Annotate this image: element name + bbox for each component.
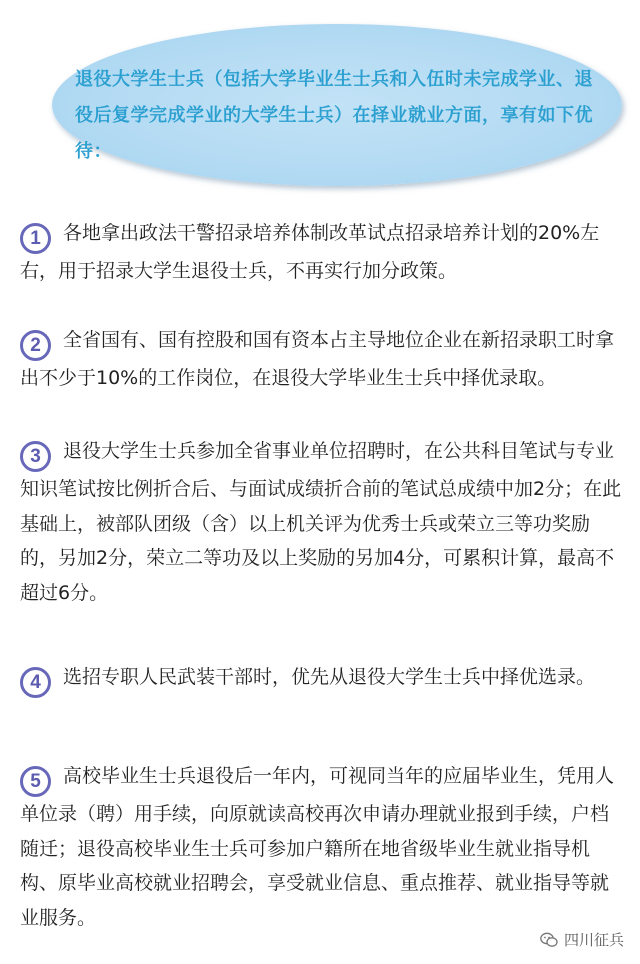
number-badge-1: 1 <box>20 223 51 254</box>
item-text-2: 全省国有、国有控股和国有资本占主导地位企业在新招录职工时拿出不少于10%的工作岗位，在退役大学毕业生士兵中择优录取。 <box>20 329 615 389</box>
item-text-4: 选招专职人民武装干部时，优先从退役大学生士兵中择优选录。 <box>63 666 596 688</box>
header-text: 退役大学生士兵（包括大学毕业生士兵和入伍时未完成学业、退役后复学完成学业的大学生士兵）在择业就业方面，享有如下优待： <box>75 69 593 162</box>
number-badge-3: 3 <box>20 441 51 472</box>
item-text-5: 高校毕业生士兵退役后一年内，可视同当年的应届毕业生，凭用人单位录（聘）用手续，向原就读高校再次申请办理就业报到手续，户档随迁；退役高校毕业生士兵可参加户籍所在地省级毕业生就业指导机构、原毕业高校就业招聘会，享受就业信息、重点推荐、就业指导等就业服务。 <box>20 765 615 929</box>
wechat-icon <box>540 932 558 948</box>
item-text-1: 各地拿出政法干警招录培养体制改革试点招录培养计划的20%左右，用于招录大学生退役士兵，不再实行加分政策。 <box>20 222 600 282</box>
list-item-5 <box>20 759 625 935</box>
list-item-3 <box>20 434 625 610</box>
list-item-4 <box>20 660 625 698</box>
number-badge-5: 5 <box>20 766 51 797</box>
watermark-text: 四川征兵 <box>563 931 624 949</box>
watermark <box>540 929 624 950</box>
number-badge-2: 2 <box>20 330 51 361</box>
number-badge-4: 4 <box>20 667 51 698</box>
list-item-2 <box>20 323 625 396</box>
item-text-3: 退役大学生士兵参加全省事业单位招聘时，在公共科目笔试与专业知识笔试按比例折合后、与面试成绩折合前的笔试总成绩中加2分；在此基础上，被部队团级（含）以上机关评为优秀士兵或荣立三等功奖励的，另加2分，荣立二等功及以上奖励的另加4分，可累积计算，最高不超过6分。 <box>20 440 622 604</box>
list-item-1 <box>20 216 625 289</box>
